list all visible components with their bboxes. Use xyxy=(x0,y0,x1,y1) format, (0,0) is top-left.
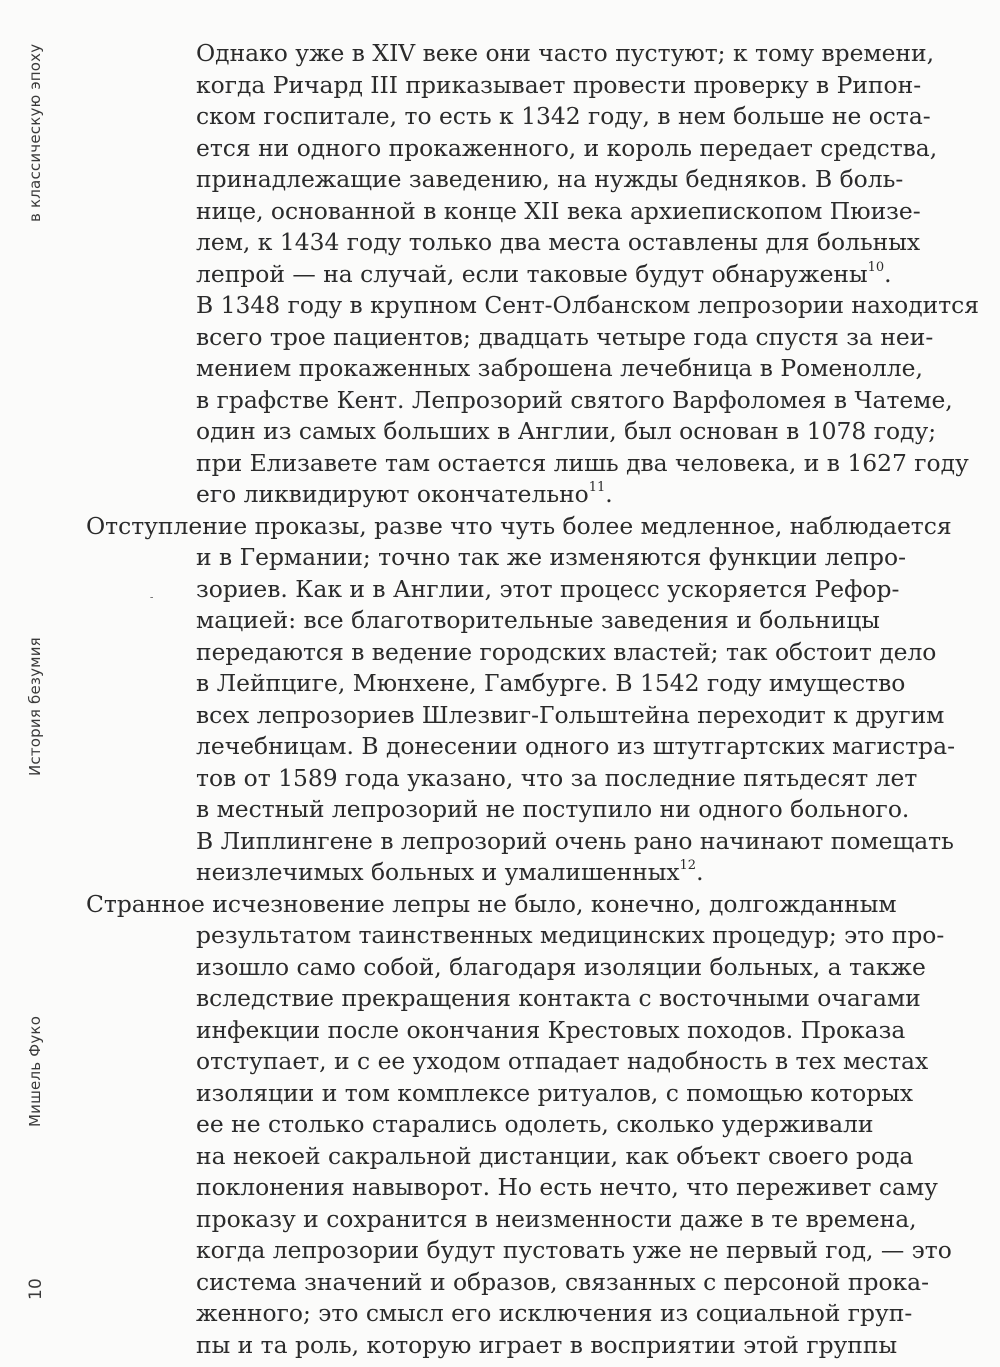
text-line: на некоей сакральной дистанции, как объект своего рода xyxy=(196,1141,914,1170)
text-line: зориев. Как и в Англии, этот процесс ускоряется Рефор- xyxy=(196,574,900,603)
text-line: проказу и сохранится в неизменности даже в те времена, xyxy=(196,1204,917,1233)
text-line: Странное исчезновение лепры не было, конечно, долгожданным xyxy=(86,889,897,918)
text-line: в местный лепрозорий не поступило ни одного больного. xyxy=(196,795,910,823)
text-line: в Лейпциге, Мюнхене, Гамбурге. В 1542 году имущество xyxy=(196,669,906,697)
text-line: один из самых больших в Англии, был основан в 1078 году; xyxy=(196,417,937,445)
text-line: тов от 1589 года указано, что за последние пятьдесят лет xyxy=(196,763,918,792)
text-line: В Липлингене в лепрозорий очень рано начинают помещать xyxy=(196,826,954,855)
text-line: лечебницам. В донесении одного из штутгартских магистра- xyxy=(196,732,956,760)
text-line: изошло само собой, благодаря изоляции больных, а также xyxy=(196,952,926,981)
text-line: в графстве Кент. Лепрозорий святого Варфоломея в Чатеме, xyxy=(196,385,953,414)
text-line: когда Ричард III приказывает провести проверку в Рипон- xyxy=(196,70,922,99)
footnote-ref: 11 xyxy=(588,480,606,496)
text-line: мацией: все благотворительные заведения и больницы xyxy=(196,606,880,634)
book-page: в классическую эпоху История безумия Мишель Фуко 10 - Однако уже в XIV веке они часто пустуют; к тому времени, когда Ричард III приказывает провести проверку в Рипон- ском госпитале, то есть к 1342 году, в нем больше не оста- ется ни одного прокаженного, и король передает средства, принадлежащие заведению, на нужды бедняков. В боль- нице, основанной в конце XII века архиепископом Пюизе- лем, к 1434 году только два места оставлены для больных лепрой — на случай, если таковые будут обнаружены$^{10}$. В 1348 году в крупном Сент-Олбанском лепрозории находится всего трое пациентов; двадцать четыре года спустя за неи- мением прокаженных заброшена лечебница в Роменолле, в графстве Кент. Лепрозорий святого Варфоломея в Чатеме, один из самых больших в Англии, был основан в 1078 году; при Елизавете там остается лишь два человека, и в 1627 году его ликвидируют окончательно$^{11}$. Отступление проказы, разве что чуть более медленное, наблюдается и в Германии; точно так же изменяются функции лепро- зориев. Как и в Англии, этот процесс ускоряется Рефор- мацией: все благотворительные заведения и больницы передаются в ведение городских властей; так обстоит дело в Лейпциге, Мюнхене, Гамбурге. В 1542 году имущество всех лепрозориев Шлезвиг-Гольштейна переходит к другим лечебницам. В донесении одного из штутгартских магистра- тов от 1589 года указано, что за последние пятьдесят лет в местный лепрозорий не поступило ни одного больного. В Липлингене в лепрозорий очень рано начинают помещать неизлечимых больных и умалишенных$^{12}$. Странное исчезновение лепры не было, конечно, долгожданным результатом таинственных медицинских процедур; это про- изошло само собой, благодаря изоляции больных, а также вследствие прекращения контакта с восточными очагами инфекции после окончания Крестовых походов. Проказа отступает, и с ее уходом отпадает надобность в тех местах изоляции и том комплексе ритуалов, с помощью которых ее не столько старались одолеть, сколько удерживали на некоей сакральной дистанции, как объект своего рода поклонения навыворот. Но есть нечто, что переживет саму проказу и сохранится в неизменности даже в те времена, когда лепрозории будут пустовать уже не первый год, — это система значений и образов, связанных с персоной прока- женного; это смысл его исключения из социальной груп- пы и та роль, которую играет в восприятии этой группы xyxy=(0,0,1000,1367)
text-line: всех лепрозориев Шлезвиг-Гольштейна переходит к другим xyxy=(196,700,945,729)
text-line: женного; это смысл его исключения из социальной груп- xyxy=(196,1299,913,1327)
text-line: лем, к 1434 году только два места оставлены для больных xyxy=(196,228,921,256)
text-line: ском госпитале, то есть к 1342 году, в нем больше не оста- xyxy=(196,102,931,130)
text-line: отступает, и с ее уходом отпадает надобность в тех местах xyxy=(196,1047,929,1075)
text-line: инфекции после окончания Крестовых походов. Проказа xyxy=(196,1015,906,1044)
text-line: поклонения навыворот. Но есть нечто, что переживет саму xyxy=(196,1173,938,1201)
text-line: пы и та роль, которую играет в восприятии этой группы xyxy=(196,1330,898,1359)
text-line: ется ни одного прокаженного, и король передает средства, xyxy=(196,133,938,162)
footnote-ref: 12 xyxy=(679,858,697,874)
text-line-with-note: лепрой — на случай, если таковые будут обнаружены$^{10}$. xyxy=(196,259,892,288)
paragraph-3 xyxy=(86,889,952,1362)
text-line-with-note: его ликвидируют окончательно$^{11}$. xyxy=(196,480,613,508)
text-line: ее не столько старались одолеть, сколько удерживали xyxy=(196,1110,874,1138)
text-line: Однако уже в XIV веке они часто пустуют; к тому времени, xyxy=(196,39,935,67)
paragraph-1 xyxy=(86,38,980,511)
text-line: изоляции и том комплексе ритуалов, с помощью которых xyxy=(196,1078,914,1107)
text-line: В 1348 году в крупном Сент-Олбанском лепрозории находится xyxy=(196,291,980,319)
stray-mark: - xyxy=(150,592,154,603)
body-text xyxy=(86,38,980,1361)
text-line: и в Германии; точно так же изменяются функции лепро- xyxy=(196,543,906,571)
paragraph-2 xyxy=(86,511,956,889)
text-line: мением прокаженных заброшена лечебница в Роменолле, xyxy=(196,354,923,382)
text-line: передаются в ведение городских властей; так обстоит дело xyxy=(196,637,937,666)
text-line: нице, основанной в конце XII века архиепископом Пюизе- xyxy=(196,196,921,225)
footnote-ref: 10 xyxy=(867,259,885,275)
text-line: принадлежащие заведению, на нужды бедняков. В боль- xyxy=(196,165,904,193)
text-line: результатом таинственных медицинских процедур; это про- xyxy=(196,921,945,949)
text-line: вследствие прекращения контакта с восточными очагами xyxy=(196,984,921,1012)
text-line: Отступление проказы, разве что чуть более медленное, наблюдается xyxy=(86,511,952,540)
text-line: при Елизавете там остается лишь два человека, и в 1627 году xyxy=(196,448,969,477)
text-line: всего трое пациентов; двадцать четыре года спустя за неи- xyxy=(196,322,934,351)
text-line-with-note: неизлечимых больных и умалишенных$^{12}$. xyxy=(196,858,704,886)
text-line: когда лепрозории будут пустовать уже не первый год, — это xyxy=(196,1236,952,1264)
text-line: система значений и образов, связанных с персоной прока- xyxy=(196,1267,930,1296)
